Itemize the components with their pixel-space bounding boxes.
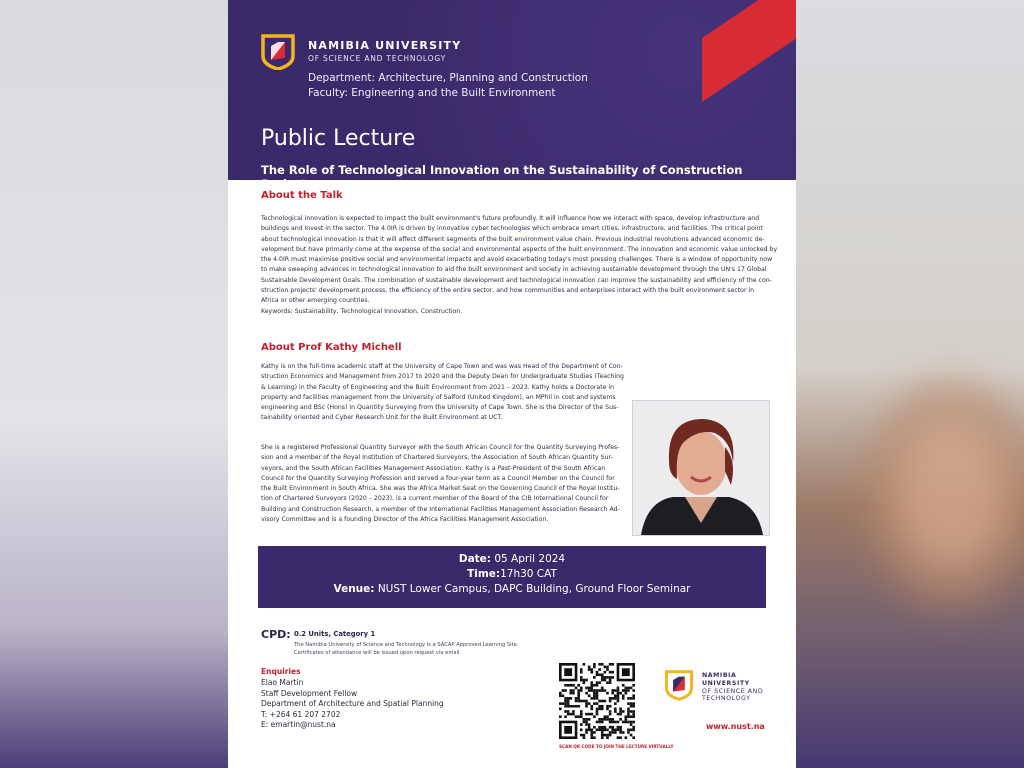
cpd-note <box>294 641 518 657</box>
talk-line: the 4.0IR must maximise positive social and environmental impacts and avoid exacerbating today's most pressing challenges. There is a window of opportunity now <box>261 256 773 264</box>
lecture-subtitle: The Role of Technological Innovation on the Sustainability of Construction Projects <box>261 163 743 191</box>
uni-line: NAMIBIA <box>702 672 737 679</box>
contact-role: Staff Development Fellow <box>261 688 358 698</box>
talk-line: to make sweeping advances in technological innovation to aid the built environment and society in achieving sustainable development through the UN's 17 Global <box>261 266 767 274</box>
bio-line: property and facilities management from the University of Salford (United Kingdom), an MPhil in cost and systems <box>261 393 616 401</box>
university-logo-icon <box>260 34 296 70</box>
bio-line: Council for the Quantity Surveying Profession and served a four-year term as a Council Member on the Council for <box>261 474 615 482</box>
keywords-line: Keywords: Sustainability, Technological Innovation, Construction. <box>261 307 463 315</box>
talk-line: Sustainable Development Goals. The combination of sustainable development and technological innovation can improve the sustainability and efficiency of the con- <box>261 276 772 284</box>
about-speaker-heading: About Prof Kathy Michell <box>261 342 402 353</box>
qr-caption: SCAN QR CODE TO JOIN THE LECTURE VIRTUALLY <box>559 744 674 749</box>
cpd-label: CPD: <box>261 628 291 641</box>
talk-line: struction projects' development process, the efficiency of the entire sector, and how communities and enterprises interact with the built environment sector in <box>261 287 755 295</box>
talk-line: Technological innovation is expected to impact the built environment's future profoundly. It will influence how we interact with space, develop infrastructure and <box>261 215 760 222</box>
uni-line: OF SCIENCE AND <box>702 687 764 695</box>
bio-line: sion and a member of the Royal Institution of Chartered Surveyors, the Association of South African Quantity Sur- <box>261 454 613 462</box>
talk-line: Africa or other emerging countries. <box>261 297 370 305</box>
blurred-background-right <box>796 0 1024 768</box>
event-details-box <box>258 546 766 608</box>
time-label: Time: <box>467 568 501 580</box>
enquiries-contact <box>261 678 444 731</box>
bio-line: engineering and BSc (Hons) in Quantity Surveying from the University of Cape Town. She is the Director of the Sus- <box>261 404 619 412</box>
qr-code-icon[interactable] <box>559 663 635 739</box>
bio-line: the Built Environment in South Africa. She was the Africa Market Seat on the Governing Council of the Royal Institu- <box>261 485 620 493</box>
faculty-line: Faculty: Engineering and the Built Environment <box>308 87 556 99</box>
talk-line: buildings and invest in the sector. The 4.0IR is driven by innovative cyber technologies which embrace smart cities, infrastructure, and facilities. The critical point <box>261 225 763 233</box>
university-logo-footer-icon <box>664 669 694 701</box>
bio-line: She is a registered Professional Quantity Surveyor with the South African Council for the Quantity Surveying Profes- <box>261 444 620 451</box>
venue-label: Venue: <box>333 583 375 595</box>
contact-department: Department of Architecture and Spatial Planning <box>261 699 444 708</box>
talk-line: about technological innovation is that it will affect different segments of the built environment value chain. Previous industrial revolutions advanced economic de- <box>261 235 765 243</box>
date-value: 05 April 2024 <box>494 553 566 565</box>
website-link[interactable]: www.nust.na <box>706 722 765 731</box>
bio-line: struction Economics and Management from 2017 to 2020 and the Deputy Dean for Undergraduate Studies (Teaching <box>261 373 624 381</box>
bio-line: tainability oriented and Cyber Research Unit for the Built Environment at UCT. <box>261 414 503 422</box>
enquiries-heading: Enquiries <box>261 667 301 676</box>
speaker-bio-second <box>261 443 627 525</box>
university-name: NAMIBIA UNIVERSITY <box>308 39 462 52</box>
cpd-note-line: The Namibia University of Science and Technology is a SACAP Approved Learning Site. <box>294 642 519 648</box>
uni-line: UNIVERSITY <box>702 679 750 687</box>
about-talk-text <box>261 214 781 317</box>
university-subtitle: OF SCIENCE AND TECHNOLOGY <box>308 54 446 63</box>
about-talk-heading: About the Talk <box>261 190 343 201</box>
page-title: Public Lecture <box>261 126 416 151</box>
contact-name: Elao Martin <box>261 678 304 687</box>
talk-line: velopment but have primarily come at the expense of the social and environmental aspects of the built environment. The innovation and economic value unlocked by <box>261 245 778 253</box>
department-line: Department: Architecture, Planning and Construction <box>308 72 588 84</box>
university-name-footer <box>702 672 763 703</box>
blurred-background-left <box>0 0 228 768</box>
date-label: Date: <box>458 553 492 565</box>
uni-line: TECHNOLOGY <box>702 695 751 703</box>
bio-line: Kathy is on the full-time academic staff at the University of Cape Town and was was Head of the Department of Con- <box>261 363 623 370</box>
time-value: 17h30 CAT <box>500 568 557 580</box>
bio-line: tion of Chartered Surveyors (2020 – 2023), is a current member of the Board of the CIB International Council for <box>261 495 609 503</box>
bio-line: & Learning) in the Faculty of Engineering and the Built Environment from 2021 – 2023. Kathy holds a Doctorate in <box>261 383 615 391</box>
bio-line: Building and Construction Research, a member of the International Facilities Management Association Research Ad- <box>261 505 620 513</box>
venue-value: NUST Lower Campus, DAPC Building, Ground Floor Seminar <box>377 583 691 595</box>
lecture-poster <box>228 0 796 768</box>
speaker-photo <box>632 400 770 536</box>
bio-line: veyors, and the South African Facilities Management Association. Kathy is a Past-President of the South African <box>261 464 606 472</box>
cpd-note-line: Certificates of attendance will be issued upon request via email. <box>294 650 462 656</box>
cpd-units: 0.2 Units, Category 1 <box>294 630 376 638</box>
bio-line: visory Committee and is a founding Director of the Africa Facilities Management Association. <box>261 516 549 524</box>
speaker-bio-first <box>261 362 627 424</box>
contact-email: E: emartin@nust.na <box>261 720 336 729</box>
contact-phone: T: +264 61 207 2702 <box>261 709 341 719</box>
